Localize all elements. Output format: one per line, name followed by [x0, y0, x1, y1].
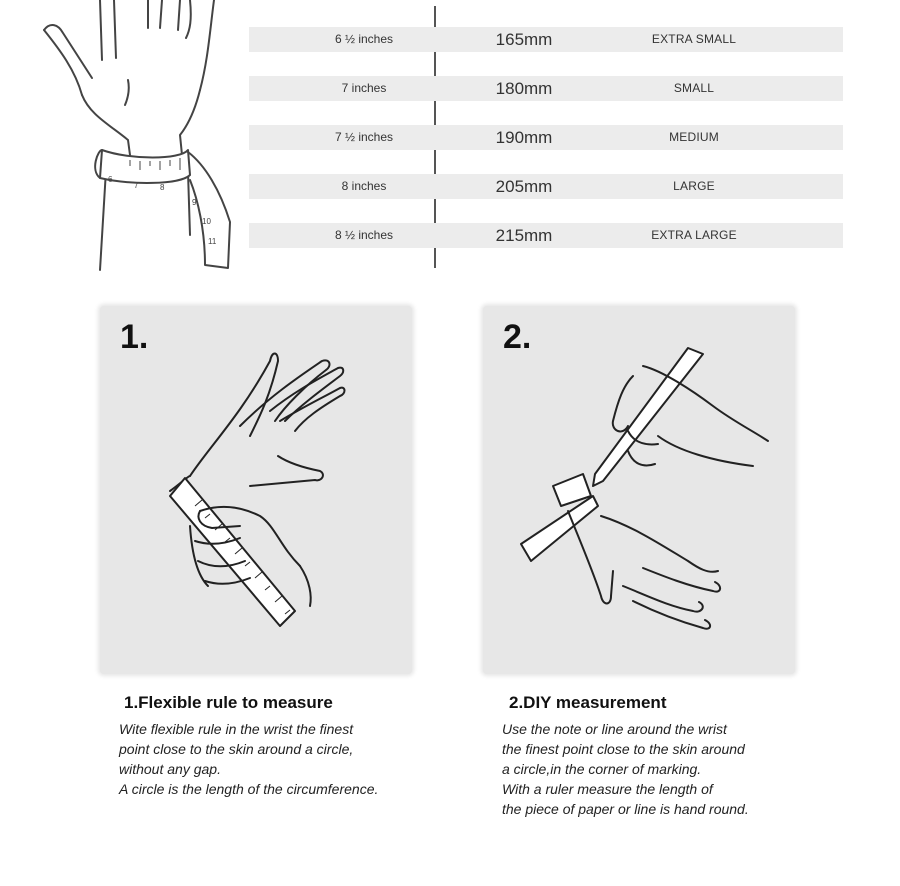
size-row	[249, 125, 843, 150]
size-inches: 7 ½ inches	[334, 130, 394, 144]
size-mm: 190mm	[495, 128, 553, 147]
tape-tick-9: 9	[192, 198, 197, 207]
size-mm: 165mm	[495, 30, 553, 49]
step-2-card	[483, 306, 795, 674]
step-1-line: Wite flexible rule in the wrist the finest	[119, 721, 354, 737]
size-inches: 8 inches	[341, 179, 387, 193]
step-2-line: a circle,in the corner of marking.	[502, 761, 702, 777]
step-2-line: the piece of paper or line is hand round.	[502, 801, 749, 817]
diy-measurement-illustration	[483, 306, 795, 674]
tape-tick-10: 10	[202, 217, 211, 226]
tape-tick-11: 11	[208, 237, 217, 246]
size-label: MEDIUM	[669, 130, 719, 144]
size-mm: 180mm	[495, 79, 553, 98]
size-label: LARGE	[673, 179, 715, 193]
step-1-title: 1.Flexible rule to measure	[124, 693, 333, 712]
flexible-rule-illustration	[100, 306, 412, 674]
size-row	[249, 223, 843, 248]
size-inches: 6 ½ inches	[334, 32, 394, 46]
size-inches: 7 inches	[341, 81, 387, 95]
size-row	[249, 27, 843, 52]
tape-tick-7: 7	[134, 181, 139, 190]
step-1-description	[119, 719, 378, 799]
size-label: SMALL	[673, 81, 715, 95]
size-inches: 8 ½ inches	[334, 228, 394, 242]
step-2-line: With a ruler measure the length of	[502, 781, 713, 797]
hand-measuring-tape-illustration	[30, 0, 240, 272]
size-row	[249, 76, 843, 101]
size-label: EXTRA SMALL	[651, 32, 737, 46]
size-label: EXTRA LARGE	[651, 228, 737, 242]
step-2-line: the finest point close to the skin around	[502, 741, 745, 757]
step-2-line: Use the note or line around the wrist	[502, 721, 727, 737]
step-1-line: point close to the skin around a circle,	[119, 741, 354, 757]
step-1-line: A circle is the length of the circumference.	[119, 781, 379, 797]
step-2-description	[502, 719, 749, 819]
step-2-number: 2.	[503, 318, 532, 356]
tape-tick-8: 8	[160, 183, 165, 192]
size-mm: 215mm	[495, 226, 553, 245]
size-mm: 205mm	[495, 177, 553, 196]
step-1-line: without any gap.	[119, 761, 221, 777]
tape-tick-6: 6	[108, 175, 113, 184]
step-1-card	[100, 306, 412, 674]
size-row	[249, 174, 843, 199]
step-2-title: 2.DIY measurement	[509, 693, 667, 712]
step-1-number: 1.	[120, 318, 149, 356]
